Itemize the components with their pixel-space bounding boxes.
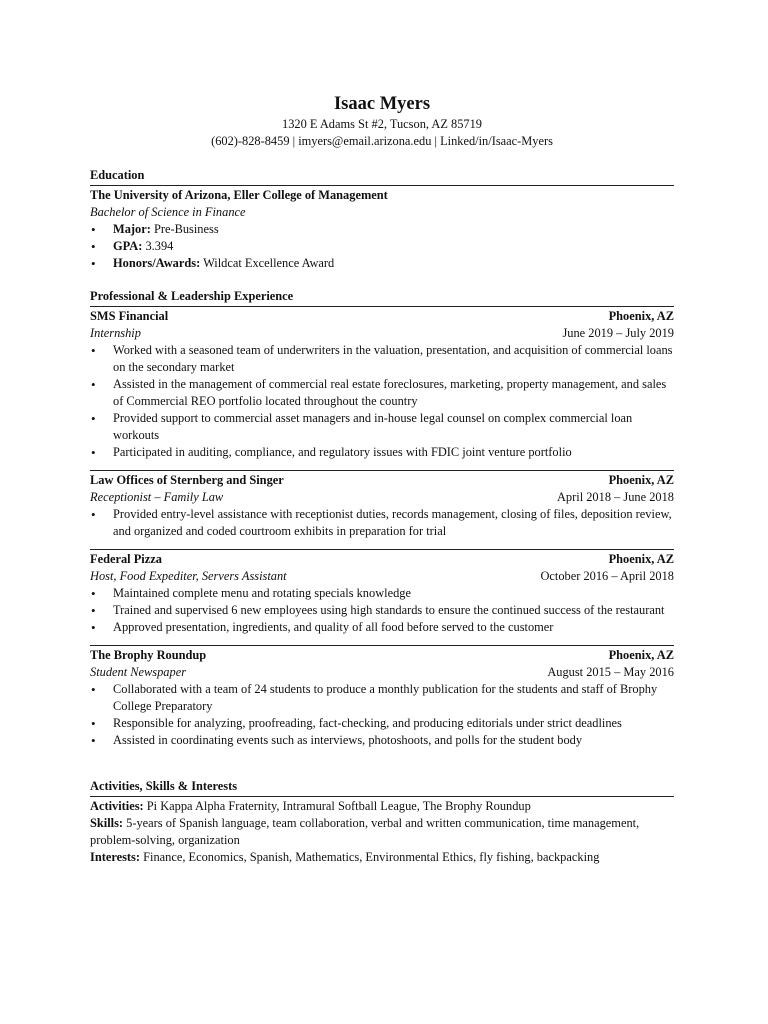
list-item: • Approved presentation, ingredients, and quality of all food before served to the customer <box>90 619 674 636</box>
job-bullets <box>90 342 674 461</box>
list-item: • Trained and supervised 6 new employees using high standards to ensure the continued success of the restaurant <box>90 602 674 619</box>
contact-line: (602)-828-8459 | imyers@email.arizona.edu | Linked/in/Isaac-Myers <box>211 134 553 148</box>
address-line: 1320 E Adams St #2, Tucson, AZ 85719 <box>282 117 482 131</box>
list-item: • Provided entry-level assistance with receptionist duties, records management, closing of files, deposition review, and organized and coded courtroom exhibits in preparation for trial <box>90 506 674 540</box>
job-role: Host, Food Expediter, Servers Assistant <box>90 569 287 583</box>
section-title-experience: Professional & Leadership Experience <box>90 289 294 303</box>
job-location: Phoenix, AZ <box>608 552 674 566</box>
job-dates: June 2019 – July 2019 <box>562 326 674 340</box>
education-section <box>90 167 674 272</box>
job-divider <box>90 470 674 471</box>
list-item: • Participated in auditing, compliance, and regulatory issues with FDIC joint venture portfolio <box>90 444 674 461</box>
degree-name: Bachelor of Science in Finance <box>90 205 246 219</box>
job-org: Federal Pizza <box>90 552 162 566</box>
job-role: Receptionist – Family Law <box>90 490 224 504</box>
job-dates: April 2018 – June 2018 <box>556 490 674 504</box>
education-details <box>90 221 674 272</box>
job-divider <box>90 645 674 646</box>
section-divider <box>90 306 674 307</box>
list-item: • Provided support to commercial asset managers and in-house legal counsel on complex commercial loan workouts <box>90 410 674 444</box>
job-location: Phoenix, AZ <box>608 648 674 662</box>
job-bullets <box>90 585 674 636</box>
interests-line: Interests: Finance, Economics, Spanish, Mathematics, Environmental Ethics, fly fishing, backpacking <box>90 850 600 864</box>
job-location: Phoenix, AZ <box>608 309 674 323</box>
list-item: • Assisted in coordinating events such as interviews, photoshoots, and polls for the student body <box>90 732 674 749</box>
section-divider <box>90 796 674 797</box>
job-org: The Brophy Roundup <box>90 648 207 662</box>
resume-header <box>90 92 674 150</box>
list-item: • Major: Pre-Business <box>90 221 674 238</box>
job-role: Internship <box>90 326 141 340</box>
job-divider <box>90 549 674 550</box>
resume-content <box>90 92 674 866</box>
job-bullets <box>90 506 674 540</box>
activities-line: Activities: Pi Kappa Alpha Fraternity, Intramural Softball League, The Brophy Roundup <box>90 799 531 813</box>
job-role: Student Newspaper <box>90 665 187 679</box>
job-org: Law Offices of Sternberg and Singer <box>90 473 284 487</box>
skills-line: Skills: 5-years of Spanish language, team collaboration, verbal and written communication, time management, problem-solving, organization <box>90 816 640 847</box>
candidate-name: Isaac Myers <box>333 94 431 114</box>
job-entry <box>90 647 674 749</box>
list-item: • Assisted in the management of commercial real estate foreclosures, marketing, property management, and sales of Commercial REO portfolio located throughout the country <box>90 376 674 410</box>
list-item: • Maintained complete menu and rotating specials knowledge <box>90 585 674 602</box>
section-title-activities: Activities, Skills & Interests <box>90 779 238 793</box>
job-dates: October 2016 – April 2018 <box>540 569 674 583</box>
list-item: • GPA: 3.394 <box>90 238 674 255</box>
section-title-education: Education <box>90 168 145 182</box>
experience-section <box>90 288 674 749</box>
section-divider <box>90 185 674 186</box>
list-item: • Collaborated with a team of 24 students to produce a monthly publication for the students and staff of Brophy College Preparatory <box>90 681 674 715</box>
job-bullets <box>90 681 674 749</box>
job-entry <box>90 472 674 540</box>
job-org: SMS Financial <box>90 309 169 323</box>
job-entry <box>90 308 674 461</box>
list-item: • Honors/Awards: Wildcat Excellence Award <box>90 255 674 272</box>
list-item: • Responsible for analyzing, proofreading, fact-checking, and producing editorials under strict deadlines <box>90 715 674 732</box>
activities-section <box>90 778 674 866</box>
job-entry <box>90 551 674 636</box>
list-item: • Worked with a seasoned team of underwriters in the valuation, presentation, and acquisition of commercial loans on the secondary market <box>90 342 674 376</box>
job-dates: August 2015 – May 2016 <box>547 665 674 679</box>
job-location: Phoenix, AZ <box>608 473 674 487</box>
school-name: The University of Arizona, Eller College of Management <box>90 188 388 202</box>
